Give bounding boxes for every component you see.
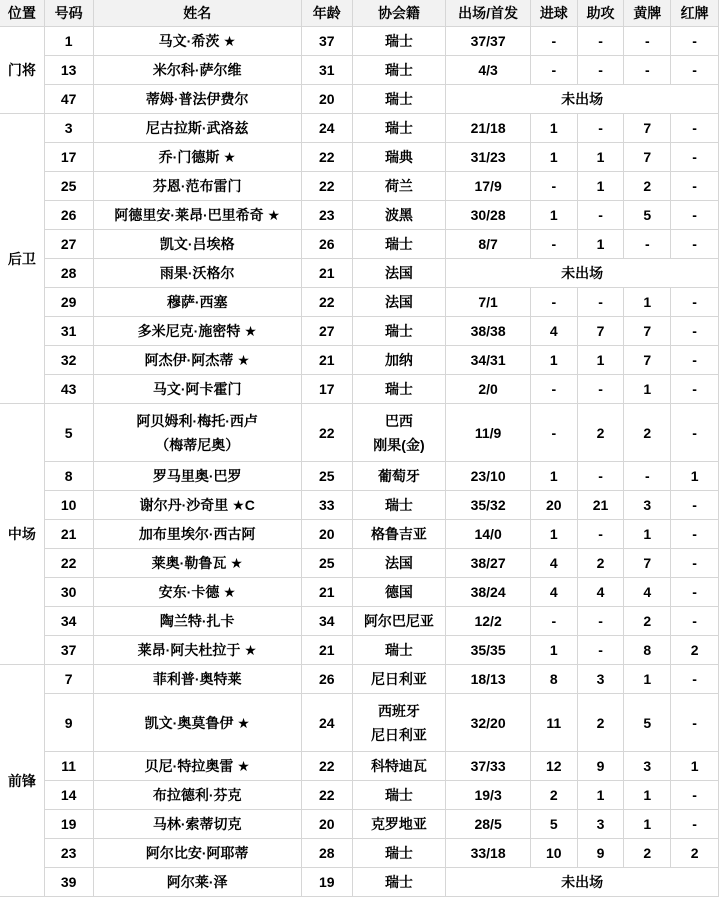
red-cards: - xyxy=(671,317,719,346)
player-age: 22 xyxy=(301,752,352,781)
player-number: 32 xyxy=(44,346,93,375)
player-name: 罗马里奥·巴罗 xyxy=(93,462,301,491)
player-age: 27 xyxy=(301,317,352,346)
yellow-cards: 2 xyxy=(624,607,671,636)
yellow-cards: 7 xyxy=(624,549,671,578)
no-appearance-cell: 未出场 xyxy=(446,259,719,288)
player-number: 25 xyxy=(44,172,93,201)
red-cards: - xyxy=(671,143,719,172)
player-association-line: 西班牙 xyxy=(377,702,420,719)
goals: 1 xyxy=(530,520,577,549)
player-association: 法国 xyxy=(352,259,446,288)
player-age: 22 xyxy=(301,143,352,172)
appearances-starts: 12/2 xyxy=(446,607,531,636)
player-number: 7 xyxy=(44,665,93,694)
yellow-cards: 1 xyxy=(624,665,671,694)
appearances-starts: 30/28 xyxy=(446,201,531,230)
goals: 4 xyxy=(530,317,577,346)
player-name: 加布里埃尔·西古阿 xyxy=(93,520,301,549)
assists: - xyxy=(577,56,624,85)
player-row xyxy=(0,549,719,578)
player-name: 阿尔莱·泽 xyxy=(93,868,301,897)
header-assists: 助攻 xyxy=(577,0,624,27)
player-row xyxy=(0,694,719,752)
appearances-starts: 32/20 xyxy=(446,694,531,752)
player-name xyxy=(93,404,301,462)
red-cards: 1 xyxy=(671,752,719,781)
goals: 20 xyxy=(530,491,577,520)
player-row xyxy=(0,810,719,839)
player-age: 24 xyxy=(301,114,352,143)
red-cards: 2 xyxy=(671,839,719,868)
player-age: 24 xyxy=(301,694,352,752)
player-age: 22 xyxy=(301,172,352,201)
player-name: 凯文·奥莫鲁伊 ★ xyxy=(93,694,301,752)
header-goals: 进球 xyxy=(530,0,577,27)
player-age: 23 xyxy=(301,201,352,230)
player-row xyxy=(0,317,719,346)
player-age: 28 xyxy=(301,839,352,868)
appearances-starts: 23/10 xyxy=(446,462,531,491)
yellow-cards: 7 xyxy=(624,346,671,375)
player-name: 凯文·吕埃格 xyxy=(93,230,301,259)
goals: - xyxy=(530,230,577,259)
position-group-label: 前锋 xyxy=(0,665,44,897)
header-row xyxy=(0,0,719,27)
appearances-starts: 7/1 xyxy=(446,288,531,317)
player-number: 9 xyxy=(44,694,93,752)
player-association: 格鲁吉亚 xyxy=(352,520,446,549)
assists: - xyxy=(577,607,624,636)
assists: 2 xyxy=(577,404,624,462)
goals: 1 xyxy=(530,143,577,172)
appearances-starts: 11/9 xyxy=(446,404,531,462)
yellow-cards: - xyxy=(624,230,671,259)
player-row xyxy=(0,143,719,172)
header-age: 年龄 xyxy=(301,0,352,27)
assists: - xyxy=(577,520,624,549)
player-name: 莱奥·勒鲁瓦 ★ xyxy=(93,549,301,578)
player-row xyxy=(0,259,719,288)
player-row xyxy=(0,868,719,897)
player-name-line: 阿贝姆利·梅托·西卢 xyxy=(136,412,258,429)
player-age: 22 xyxy=(301,288,352,317)
no-appearance-cell: 未出场 xyxy=(446,868,719,897)
player-name-line: （梅蒂尼奥） xyxy=(155,436,240,453)
assists: 3 xyxy=(577,665,624,694)
appearances-starts: 37/37 xyxy=(446,27,531,56)
yellow-cards: 3 xyxy=(624,491,671,520)
goals: 10 xyxy=(530,839,577,868)
player-name: 芬恩·范布雷门 xyxy=(93,172,301,201)
yellow-cards: 2 xyxy=(624,172,671,201)
red-cards: - xyxy=(671,781,719,810)
player-association xyxy=(352,694,446,752)
assists: 9 xyxy=(577,839,624,868)
yellow-cards: 5 xyxy=(624,201,671,230)
goals: 1 xyxy=(530,636,577,665)
player-association: 克罗地亚 xyxy=(352,810,446,839)
player-association: 瑞士 xyxy=(352,868,446,897)
appearances-starts: 37/33 xyxy=(446,752,531,781)
player-association: 法国 xyxy=(352,549,446,578)
yellow-cards: - xyxy=(624,462,671,491)
no-appearance-cell: 未出场 xyxy=(446,85,719,114)
yellow-cards: 7 xyxy=(624,317,671,346)
header-name: 姓名 xyxy=(93,0,301,27)
appearances-starts: 38/27 xyxy=(446,549,531,578)
player-name: 多米尼克·施密特 ★ xyxy=(93,317,301,346)
player-age: 34 xyxy=(301,607,352,636)
player-number: 11 xyxy=(44,752,93,781)
squad-table-body xyxy=(0,27,719,897)
goals: 11 xyxy=(530,694,577,752)
player-age: 31 xyxy=(301,56,352,85)
red-cards: - xyxy=(671,114,719,143)
player-age: 21 xyxy=(301,346,352,375)
player-row xyxy=(0,288,719,317)
red-cards: - xyxy=(671,665,719,694)
assists: 9 xyxy=(577,752,624,781)
player-number: 8 xyxy=(44,462,93,491)
player-association: 瑞士 xyxy=(352,114,446,143)
player-row xyxy=(0,230,719,259)
assists: 3 xyxy=(577,810,624,839)
player-row xyxy=(0,375,719,404)
player-age: 20 xyxy=(301,520,352,549)
goals: 1 xyxy=(530,201,577,230)
player-association: 瑞士 xyxy=(352,375,446,404)
player-age: 25 xyxy=(301,462,352,491)
appearances-starts: 28/5 xyxy=(446,810,531,839)
player-association xyxy=(352,404,446,462)
player-association: 尼日利亚 xyxy=(352,665,446,694)
appearances-starts: 2/0 xyxy=(446,375,531,404)
goals: 1 xyxy=(530,114,577,143)
player-row xyxy=(0,636,719,665)
yellow-cards: 7 xyxy=(624,143,671,172)
goals: 1 xyxy=(530,462,577,491)
appearances-starts: 19/3 xyxy=(446,781,531,810)
appearances-starts: 8/7 xyxy=(446,230,531,259)
player-association: 瑞士 xyxy=(352,491,446,520)
player-age: 21 xyxy=(301,259,352,288)
player-age: 21 xyxy=(301,578,352,607)
yellow-cards: 5 xyxy=(624,694,671,752)
player-name: 阿德里安·莱昂·巴里希奇 ★ xyxy=(93,201,301,230)
player-name: 陶兰特·扎卡 xyxy=(93,607,301,636)
appearances-starts: 18/13 xyxy=(446,665,531,694)
goals: - xyxy=(530,607,577,636)
player-number: 10 xyxy=(44,491,93,520)
player-association: 瑞士 xyxy=(352,56,446,85)
player-row xyxy=(0,85,719,114)
player-age: 37 xyxy=(301,27,352,56)
appearances-starts: 33/18 xyxy=(446,839,531,868)
player-association: 瑞士 xyxy=(352,781,446,810)
player-age: 22 xyxy=(301,781,352,810)
player-name: 尼古拉斯·武洛兹 xyxy=(93,114,301,143)
player-row xyxy=(0,607,719,636)
yellow-cards: 7 xyxy=(624,114,671,143)
player-name: 菲利普·奥特莱 xyxy=(93,665,301,694)
player-age: 21 xyxy=(301,636,352,665)
player-number: 26 xyxy=(44,201,93,230)
player-association: 瑞士 xyxy=(352,839,446,868)
player-number: 30 xyxy=(44,578,93,607)
assists: 2 xyxy=(577,694,624,752)
yellow-cards: 1 xyxy=(624,288,671,317)
player-name: 米尔科·萨尔维 xyxy=(93,56,301,85)
player-row xyxy=(0,752,719,781)
goals: 8 xyxy=(530,665,577,694)
appearances-starts: 14/0 xyxy=(446,520,531,549)
yellow-cards: 4 xyxy=(624,578,671,607)
appearances-starts: 35/32 xyxy=(446,491,531,520)
player-name: 穆萨·西塞 xyxy=(93,288,301,317)
player-name: 阿杰伊·阿杰蒂 ★ xyxy=(93,346,301,375)
assists: 1 xyxy=(577,172,624,201)
yellow-cards: - xyxy=(624,27,671,56)
yellow-cards: 1 xyxy=(624,781,671,810)
player-number: 14 xyxy=(44,781,93,810)
assists: 4 xyxy=(577,578,624,607)
yellow-cards: - xyxy=(624,56,671,85)
appearances-starts: 31/23 xyxy=(446,143,531,172)
goals: 1 xyxy=(530,346,577,375)
player-row xyxy=(0,114,719,143)
red-cards: - xyxy=(671,288,719,317)
player-association: 瑞士 xyxy=(352,27,446,56)
player-association: 瑞士 xyxy=(352,317,446,346)
player-age: 25 xyxy=(301,549,352,578)
player-age: 26 xyxy=(301,665,352,694)
appearances-starts: 17/9 xyxy=(446,172,531,201)
player-number: 34 xyxy=(44,607,93,636)
player-name: 马文·希茨 ★ xyxy=(93,27,301,56)
player-number: 21 xyxy=(44,520,93,549)
player-number: 28 xyxy=(44,259,93,288)
goals: 4 xyxy=(530,549,577,578)
player-age: 20 xyxy=(301,810,352,839)
player-row xyxy=(0,781,719,810)
goals: 4 xyxy=(530,578,577,607)
goals: - xyxy=(530,375,577,404)
player-name: 莱昂·阿夫杜拉于 ★ xyxy=(93,636,301,665)
player-number: 17 xyxy=(44,143,93,172)
player-number: 5 xyxy=(44,404,93,462)
assists: 1 xyxy=(577,230,624,259)
player-association: 波黑 xyxy=(352,201,446,230)
player-row xyxy=(0,27,719,56)
player-number: 43 xyxy=(44,375,93,404)
player-row xyxy=(0,665,719,694)
position-group-label: 中场 xyxy=(0,404,44,665)
player-row xyxy=(0,172,719,201)
player-name: 布拉德利·芬克 xyxy=(93,781,301,810)
header-number: 号码 xyxy=(44,0,93,27)
player-association: 瑞士 xyxy=(352,636,446,665)
assists: 1 xyxy=(577,346,624,375)
assists: 1 xyxy=(577,143,624,172)
red-cards: - xyxy=(671,578,719,607)
red-cards: - xyxy=(671,27,719,56)
red-cards: - xyxy=(671,172,719,201)
yellow-cards: 1 xyxy=(624,810,671,839)
player-row xyxy=(0,520,719,549)
assists: - xyxy=(577,27,624,56)
player-association: 法国 xyxy=(352,288,446,317)
player-name: 阿尔比安·阿耶蒂 xyxy=(93,839,301,868)
header-yellow: 黄牌 xyxy=(624,0,671,27)
assists: 21 xyxy=(577,491,624,520)
position-group-label: 门将 xyxy=(0,27,44,114)
player-name: 马文·阿卡霍门 xyxy=(93,375,301,404)
red-cards: - xyxy=(671,230,719,259)
player-association: 科特迪瓦 xyxy=(352,752,446,781)
red-cards: 2 xyxy=(671,636,719,665)
player-number: 27 xyxy=(44,230,93,259)
player-number: 47 xyxy=(44,85,93,114)
red-cards: - xyxy=(671,694,719,752)
assists: - xyxy=(577,375,624,404)
player-name: 马林·索蒂切克 xyxy=(93,810,301,839)
yellow-cards: 2 xyxy=(624,839,671,868)
player-number: 3 xyxy=(44,114,93,143)
player-association: 加纳 xyxy=(352,346,446,375)
red-cards: - xyxy=(671,404,719,462)
player-name: 蒂姆·普法伊费尔 xyxy=(93,85,301,114)
player-name: 雨果·沃格尔 xyxy=(93,259,301,288)
player-association: 德国 xyxy=(352,578,446,607)
player-number: 19 xyxy=(44,810,93,839)
player-association: 葡萄牙 xyxy=(352,462,446,491)
player-age: 20 xyxy=(301,85,352,114)
player-association: 瑞典 xyxy=(352,143,446,172)
assists: - xyxy=(577,462,624,491)
red-cards: 1 xyxy=(671,462,719,491)
header-red: 红牌 xyxy=(671,0,719,27)
assists: - xyxy=(577,288,624,317)
player-row xyxy=(0,578,719,607)
assists: - xyxy=(577,114,624,143)
header-association: 协会籍 xyxy=(352,0,446,27)
player-row xyxy=(0,201,719,230)
red-cards: - xyxy=(671,810,719,839)
player-row xyxy=(0,346,719,375)
position-group-label: 后卫 xyxy=(0,114,44,404)
player-age: 19 xyxy=(301,868,352,897)
player-name: 安东·卡德 ★ xyxy=(93,578,301,607)
red-cards: - xyxy=(671,491,719,520)
player-association-line: 尼日利亚 xyxy=(370,726,427,743)
player-row xyxy=(0,491,719,520)
red-cards: - xyxy=(671,375,719,404)
red-cards: - xyxy=(671,607,719,636)
player-age: 22 xyxy=(301,404,352,462)
red-cards: - xyxy=(671,56,719,85)
goals: - xyxy=(530,288,577,317)
player-number: 13 xyxy=(44,56,93,85)
goals: 12 xyxy=(530,752,577,781)
player-row xyxy=(0,462,719,491)
goals: - xyxy=(530,27,577,56)
header-apps-starts: 出场/首发 xyxy=(446,0,531,27)
player-number: 23 xyxy=(44,839,93,868)
appearances-starts: 21/18 xyxy=(446,114,531,143)
player-association: 荷兰 xyxy=(352,172,446,201)
player-name: 乔·门德斯 ★ xyxy=(93,143,301,172)
red-cards: - xyxy=(671,346,719,375)
player-name: 谢尔丹·沙奇里 ★C xyxy=(93,491,301,520)
assists: 1 xyxy=(577,781,624,810)
player-row xyxy=(0,839,719,868)
player-number: 31 xyxy=(44,317,93,346)
header-position: 位置 xyxy=(0,0,44,27)
player-association: 瑞士 xyxy=(352,230,446,259)
goals: - xyxy=(530,172,577,201)
assists: 7 xyxy=(577,317,624,346)
player-association-line: 刚果(金) xyxy=(373,436,425,453)
player-number: 39 xyxy=(44,868,93,897)
table-header xyxy=(0,0,719,27)
appearances-starts: 34/31 xyxy=(446,346,531,375)
player-row xyxy=(0,404,719,462)
assists: - xyxy=(577,636,624,665)
appearances-starts: 35/35 xyxy=(446,636,531,665)
player-association-line: 巴西 xyxy=(384,412,413,429)
player-row xyxy=(0,56,719,85)
appearances-starts: 38/38 xyxy=(446,317,531,346)
yellow-cards: 1 xyxy=(624,520,671,549)
player-age: 33 xyxy=(301,491,352,520)
assists: - xyxy=(577,201,624,230)
red-cards: - xyxy=(671,549,719,578)
yellow-cards: 3 xyxy=(624,752,671,781)
goals: 2 xyxy=(530,781,577,810)
yellow-cards: 1 xyxy=(624,375,671,404)
yellow-cards: 2 xyxy=(624,404,671,462)
red-cards: - xyxy=(671,520,719,549)
goals: 5 xyxy=(530,810,577,839)
player-age: 26 xyxy=(301,230,352,259)
assists: 2 xyxy=(577,549,624,578)
player-number: 29 xyxy=(44,288,93,317)
player-number: 1 xyxy=(44,27,93,56)
red-cards: - xyxy=(671,201,719,230)
goals: - xyxy=(530,404,577,462)
player-number: 22 xyxy=(44,549,93,578)
appearances-starts: 4/3 xyxy=(446,56,531,85)
player-association: 阿尔巴尼亚 xyxy=(352,607,446,636)
yellow-cards: 8 xyxy=(624,636,671,665)
player-name: 贝尼·特拉奥雷 ★ xyxy=(93,752,301,781)
player-association: 瑞士 xyxy=(352,85,446,114)
goals: - xyxy=(530,56,577,85)
player-number: 37 xyxy=(44,636,93,665)
appearances-starts: 38/24 xyxy=(446,578,531,607)
player-age: 17 xyxy=(301,375,352,404)
